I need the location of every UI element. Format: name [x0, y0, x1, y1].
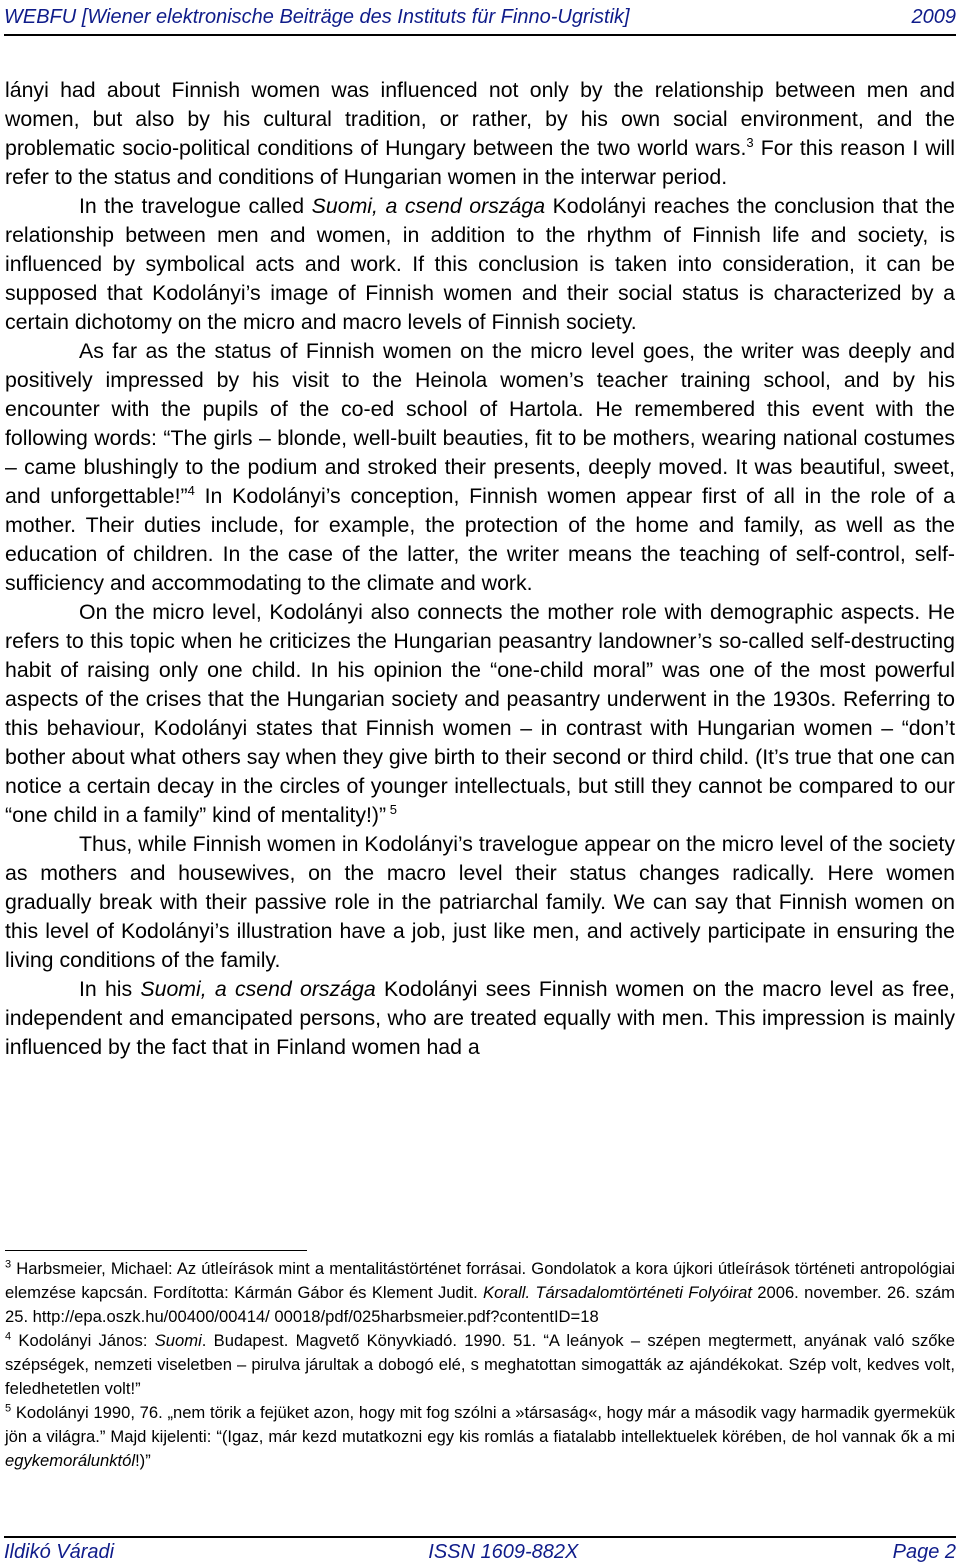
paragraph — [5, 337, 955, 598]
journal-title: WEBFU [Wiener elektronische Beiträge des Instituts für Finno-Ugristik] — [4, 6, 630, 28]
footer-author: Ildikó Váradi — [4, 1541, 115, 1563]
text-run: In Kodolányi’s conception, Finnish women appear first of all in the role of a mother. Their duties include, for example, the protection of the home and family, as well as the education of children. In the case of the latter, the writer means the teaching of self-control, self-sufficiency and accommodating to the climate and work. — [5, 484, 955, 595]
running-header — [4, 4, 956, 36]
text-run: For this reason I will refer to the status and conditions of Hungarian women in the interwar period. — [5, 136, 956, 189]
footnote — [5, 1401, 955, 1473]
main-text — [5, 76, 955, 1062]
text-run: Harbsmeier, Michael: Az útleírások mint a mentalitástörténet forrásai. Gondolatok a kora újkori útleírások történeti antropológiai elemzése kapcsán. Fordította: Kármán Gábor és Klement Judit. — [5, 1259, 955, 1302]
footnote-separator — [5, 1250, 307, 1251]
text-run: In the travelogue called — [79, 194, 312, 218]
paragraph — [5, 975, 955, 1062]
footnote — [5, 1329, 955, 1401]
text-run: lányi had about Finnish women was influenced not only by the relationship between men and women, but also by his cultural tradition, or rather, by his own social environment, and the problematic socio-political conditions of Hungary between the two world wars. — [5, 78, 955, 160]
header-year: 2009 — [911, 6, 956, 28]
text-run: 2006. november. 26. szám 25. http://epa.oszk.hu/00400/00414/ 00018/pdf/025harbsmeier.pdf?contentID=18 — [5, 1283, 955, 1326]
italic-title: egykemorálunktól — [5, 1451, 136, 1470]
running-footer — [4, 1536, 956, 1564]
footnotes — [5, 1257, 955, 1473]
footnote-ref: 5 — [386, 801, 397, 817]
text-run: Kodolányi János: — [11, 1331, 155, 1350]
paragraph — [5, 192, 955, 337]
footer-page-number: Page 2 — [892, 1541, 956, 1563]
footnote — [5, 1257, 955, 1329]
text-run: Thus, while Finnish women in Kodolányi’s travelogue appear on the micro level of the society as mothers and housewives, on the macro level their status changes radically. Here women gradually break with their passive role in the patriarchal family. We can say that Finnish women on this level of Kodolányi’s illustration have a job, just like men, and actively participate in ensuring the living conditions of the family. — [5, 832, 955, 972]
italic-title: Korall. Társadalomtörténeti Folyóirat — [483, 1283, 752, 1302]
italic-title: Suomi, a csend országa — [311, 194, 546, 218]
text-run: As far as the status of Finnish women on the micro level goes, the writer was deeply and positively impressed by his visit to the Heinola women’s teacher training school, and by his encounter with the pupils of the co-ed school of Hartola. He remembered this event with the following words: “The girls – blonde, well-built beauties, fit to be mothers, wearing national costumes – came blushingly to the podium and stroked their presents, deeply moved. It was beautiful, sweet, and unforgettable!” — [5, 339, 955, 508]
italic-title: Suomi — [154, 1331, 202, 1350]
footer-issn: ISSN 1609-882X — [428, 1541, 579, 1563]
text-run: . Budapest. Magvető Könyvkiadó. 1990. 51. “A leányok – szépen megtermett, anyának való szőke szépségek, nemzeti viseletben – pirulva járultak a dobogó elé, s meghatottan simogatták az ajándékokat. Szép volt, kedves volt, feledhetetlen volt!” — [5, 1331, 955, 1398]
text-run: Kodolányi reaches the conclusion that the relationship between men and women, in addition to the rhythm of Finnish life and society, is influenced by symbolical acts and work. If this conclusion is taken into consideration, it can be supposed that Kodolányi’s image of Finnish women and their social status is characterized by a certain dichotomy on the micro and macro levels of Finnish society. — [5, 194, 956, 334]
text-run: Kodolányi 1990, 76. „nem törik a fejüket azon, hogy mit fog szólni a »társaság«, hogy már a második vagy harmadik gyermekük jön a világra.” Majd kijelenti: “(Igaz, már kezd mutatkozni egy kis romlás a fiatalabb intellektuelek körében, de hol vannak ők a mi — [5, 1403, 955, 1446]
footnote-ref: 4 — [5, 1330, 12, 1343]
text-run: !)” — [135, 1451, 151, 1470]
footnote-ref: 4 — [187, 482, 195, 498]
text-run: Kodolányi sees Finnish women on the macro level as free, independent and emancipated persons, who are treated equally with men. This impression is mainly influenced by the fact that in Finland women had a — [5, 977, 955, 1059]
paragraph — [5, 830, 955, 975]
footnote-ref: 5 — [5, 1402, 12, 1415]
paragraph — [5, 76, 955, 192]
paragraph — [5, 598, 955, 830]
footnote-ref: 3 — [746, 134, 754, 150]
footnote-ref: 3 — [5, 1258, 12, 1271]
text-run: In his — [79, 977, 141, 1001]
italic-title: Suomi, a csend országa — [140, 977, 376, 1001]
text-run: On the micro level, Kodolányi also connects the mother role with demographic aspects. He refers to this topic when he criticizes the Hungarian peasantry landowner’s so-called self-destructing habit of raising only one child. In his opinion the “one-child moral” was one of the most powerful aspects of the crises that the Hungarian society and peasantry underwent in the 1930s. Referring to this behaviour, Kodolányi states that Finnish women – in contrast with Hungarian women – “don’t bother about what others say when they give birth to their second or third child. (It’s true that one can notice a certain decay in the circles of younger intellectuals, but still they cannot be compared to our “one child in a family” kind of mentality!)” — [5, 600, 955, 827]
